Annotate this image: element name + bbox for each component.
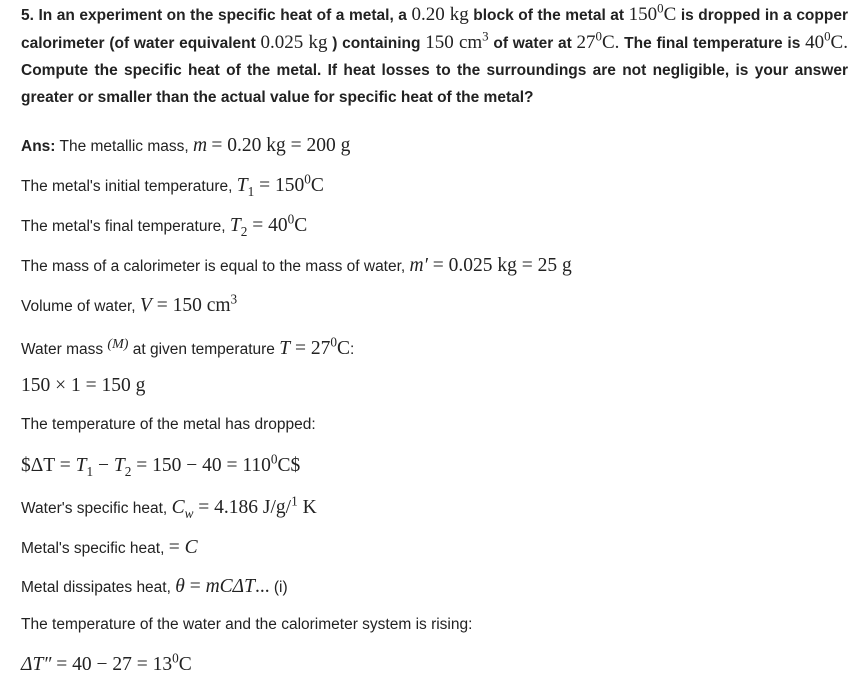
question-water-equiv: 0.025 kg — [260, 32, 328, 53]
answer-label: Ans: — [21, 138, 56, 155]
answer-line-water-specific-heat: Water's specific heat, $C_w = 4.186$ J/g/$^1$ K — [21, 493, 317, 521]
question-text-7: Compute the specific heat of the metal. If heat losses to the surroundings are not negligible, is your answer greater or smaller than the actual value for specific heat of the metal? — [21, 62, 848, 106]
question-initial-temp: $150^0C$ — [628, 0, 677, 25]
answer-line-metal-specific-heat: Metal's specific heat, = C — [21, 537, 198, 558]
answer-line-heat-dissipated: Metal dissipates heat, θ = mCΔT... (i) — [21, 576, 288, 597]
answer-line-metal-drop: The temperature of the metal has dropped: — [21, 416, 316, 433]
answer-line-calorimeter-mass: The mass of a calorimeter is equal to the mass of water, m′ = 0.025 kg = 25 g — [21, 255, 572, 276]
question-text-3: is dropped in a copper calorimeter (of water equivalent — [21, 7, 848, 52]
question-text-5: of water at — [493, 35, 572, 52]
answer-line-water-mass: Water mass (M) at given temperature $T = 27^0C$: — [21, 334, 355, 359]
question-text-6: The final temperature is — [624, 35, 801, 52]
question-text-2: block of the metal at — [473, 7, 625, 24]
answer-line-water-mass-calc: 150 × 1 = 150 g — [21, 375, 146, 396]
answer-line-volume: Volume of water, V = 150 $cm^3$ — [21, 291, 238, 316]
answer-line-delta-t: $ΔT = $T_1 - T_2 = 150 - 40$ = $110^0C\$$ — [21, 451, 301, 479]
question-final-temp: $40^0C$. — [805, 28, 848, 53]
question-paragraph — [21, 1, 848, 111]
answer-line-water-rising: The temperature of the water and the calorimeter system is rising: — [21, 616, 473, 633]
question-water-volume: 150 $cm^3$ — [425, 28, 489, 53]
answer-line-delta-t-water: $\Delta T'' = 40 - 27 = 13^0C$ — [21, 650, 192, 675]
answer-line-mass: Ans: The metallic mass, m = 0.20 kg = 200 g — [21, 135, 351, 156]
answer-line-initial-temp: The metal's initial temperature, $T_1 = 150^0C$ — [21, 171, 324, 199]
answer-line-final-temp: The metal's final temperature, $T_2 = 40^0C$ — [21, 211, 308, 239]
question-water-temp: $27^0C$. — [576, 28, 620, 53]
question-mass: 0.20 kg — [411, 4, 469, 25]
question-number: 5. — [21, 7, 34, 24]
question-text-1: In an experiment on the specific heat of a metal, a — [38, 7, 407, 24]
question-text-4: ) containing — [332, 35, 421, 52]
